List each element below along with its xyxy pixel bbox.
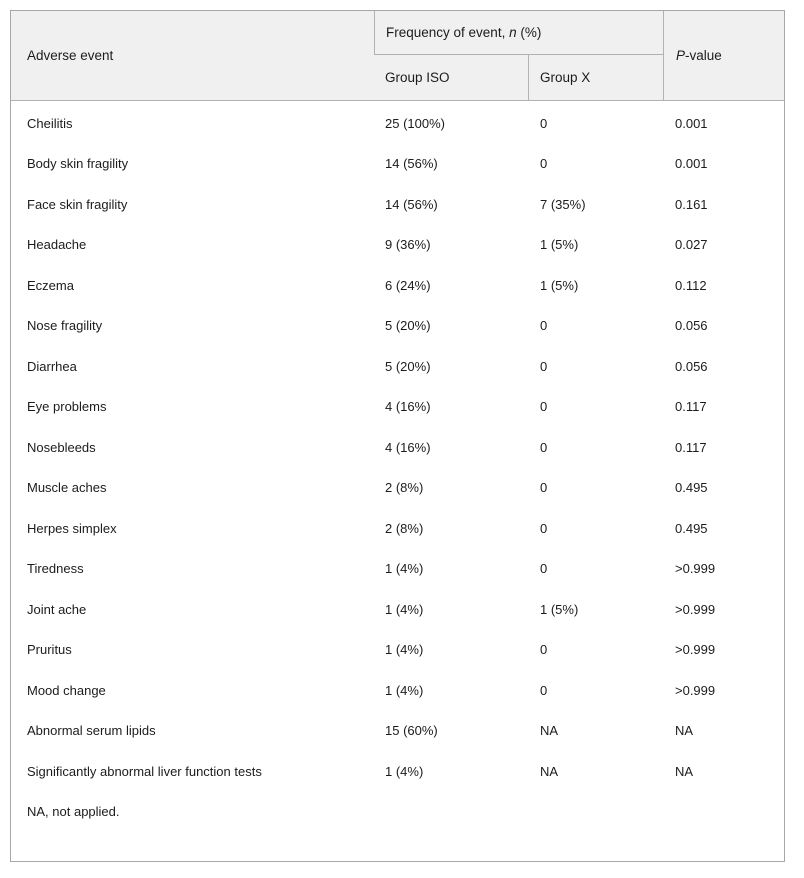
- column-header-frequency: [374, 11, 663, 55]
- table-row: [11, 427, 784, 468]
- table-row: [11, 103, 784, 144]
- frequency-label: Frequency of event, n (%): [386, 25, 542, 40]
- cell-group-x: 7 (35%): [540, 196, 586, 212]
- cell-p-value: 0.001: [675, 115, 708, 131]
- cell-p-value: >0.999: [675, 682, 716, 698]
- cell-event: Eczema: [27, 277, 74, 293]
- table-row: [11, 670, 784, 711]
- cell-event: Face skin fragility: [27, 196, 128, 212]
- cell-event: Nose fragility: [27, 318, 103, 334]
- footnote-text: NA, not applied.: [27, 804, 120, 820]
- cell-group-x: 0: [540, 318, 548, 334]
- table-body: [11, 101, 784, 832]
- table-row: [11, 387, 784, 428]
- cell-p-value: >0.999: [675, 561, 716, 577]
- cell-group-iso: 2 (8%): [385, 480, 424, 496]
- table-row: [11, 225, 784, 266]
- table-row: [11, 144, 784, 185]
- cell-p-value: 0.495: [675, 520, 708, 536]
- cell-p-value: 0.027: [675, 237, 708, 253]
- cell-p-value: 0.117: [675, 439, 707, 455]
- cell-group-x: NA: [540, 763, 559, 779]
- cell-event: Diarrhea: [27, 358, 77, 374]
- cell-event: Headache: [27, 237, 87, 253]
- cell-event: Joint ache: [27, 601, 87, 617]
- cell-group-iso: 1 (4%): [385, 601, 424, 617]
- cell-group-x: NA: [540, 723, 559, 739]
- cell-p-value: >0.999: [675, 642, 716, 658]
- cell-group-x: 0: [540, 358, 548, 374]
- cell-event: Herpes simplex: [27, 520, 117, 536]
- column-header-p-value: [664, 11, 784, 100]
- table-row: [11, 549, 784, 590]
- cell-group-iso: 2 (8%): [385, 520, 424, 536]
- cell-group-iso: 25 (100%): [385, 115, 445, 131]
- cell-event: Body skin fragility: [27, 156, 129, 172]
- table-row: [11, 346, 784, 387]
- cell-event: Eye problems: [27, 399, 107, 415]
- table-header: [11, 11, 784, 101]
- cell-group-x: 0: [540, 439, 548, 455]
- p-value-label: P-value: [676, 48, 722, 63]
- table-row: [11, 751, 784, 792]
- cell-group-iso: 15 (60%): [385, 723, 438, 739]
- cell-group-x: 1 (5%): [540, 277, 579, 293]
- cell-group-x: 0: [540, 480, 548, 496]
- cell-event: Abnormal serum lipids: [27, 723, 156, 739]
- cell-p-value: 0.495: [675, 480, 708, 496]
- header-divider-pvalue: [663, 11, 664, 100]
- cell-group-x: 0: [540, 520, 548, 536]
- group-iso-label: Group ISO: [385, 70, 450, 85]
- column-header-adverse-event: [11, 11, 374, 100]
- cell-group-iso: 4 (16%): [385, 399, 431, 415]
- cell-event: Muscle aches: [27, 480, 107, 496]
- cell-group-iso: 14 (56%): [385, 196, 438, 212]
- cell-p-value: >0.999: [675, 601, 716, 617]
- table-row: [11, 306, 784, 347]
- table-row: [11, 589, 784, 630]
- cell-group-iso: 5 (20%): [385, 318, 431, 334]
- cell-group-iso: 5 (20%): [385, 358, 431, 374]
- cell-group-iso: 6 (24%): [385, 277, 431, 293]
- cell-group-x: 1 (5%): [540, 601, 579, 617]
- cell-event: Mood change: [27, 682, 106, 698]
- cell-p-value: NA: [675, 723, 694, 739]
- cell-group-iso: 1 (4%): [385, 763, 424, 779]
- cell-p-value: 0.001: [675, 156, 708, 172]
- cell-event: Pruritus: [27, 642, 72, 658]
- adverse-events-table: [10, 10, 785, 862]
- cell-group-x: 1 (5%): [540, 237, 579, 253]
- cell-group-x: 0: [540, 156, 548, 172]
- table-footnote-row: [11, 792, 784, 833]
- group-x-label: Group X: [540, 70, 591, 85]
- cell-group-iso: 1 (4%): [385, 561, 424, 577]
- cell-group-iso: 9 (36%): [385, 237, 431, 253]
- cell-p-value: 0.161: [675, 196, 708, 212]
- cell-event: Significantly abnormal liver function tests: [27, 763, 262, 779]
- cell-group-x: 0: [540, 642, 548, 658]
- cell-group-iso: 4 (16%): [385, 439, 431, 455]
- column-header-group-x: [529, 55, 663, 100]
- adverse-event-label: Adverse event: [27, 48, 114, 63]
- cell-group-iso: 14 (56%): [385, 156, 438, 172]
- column-header-group-iso: [374, 55, 528, 100]
- cell-group-x: 0: [540, 682, 548, 698]
- cell-event: Nosebleeds: [27, 439, 96, 455]
- cell-event: Cheilitis: [27, 115, 73, 131]
- table-row: [11, 630, 784, 671]
- table-row: [11, 265, 784, 306]
- cell-group-x: 0: [540, 115, 548, 131]
- table-row: [11, 711, 784, 752]
- cell-group-x: 0: [540, 561, 548, 577]
- cell-p-value: 0.056: [675, 358, 708, 374]
- cell-p-value: 0.056: [675, 318, 708, 334]
- table-row: [11, 184, 784, 225]
- cell-p-value: 0.117: [675, 399, 707, 415]
- cell-event: Tiredness: [27, 561, 84, 577]
- cell-group-iso: 1 (4%): [385, 642, 424, 658]
- table-row: [11, 468, 784, 509]
- cell-p-value: NA: [675, 763, 694, 779]
- header-divider-groups: [528, 55, 529, 100]
- cell-group-x: 0: [540, 399, 548, 415]
- cell-p-value: 0.112: [675, 277, 707, 293]
- table-row: [11, 508, 784, 549]
- cell-group-iso: 1 (4%): [385, 682, 424, 698]
